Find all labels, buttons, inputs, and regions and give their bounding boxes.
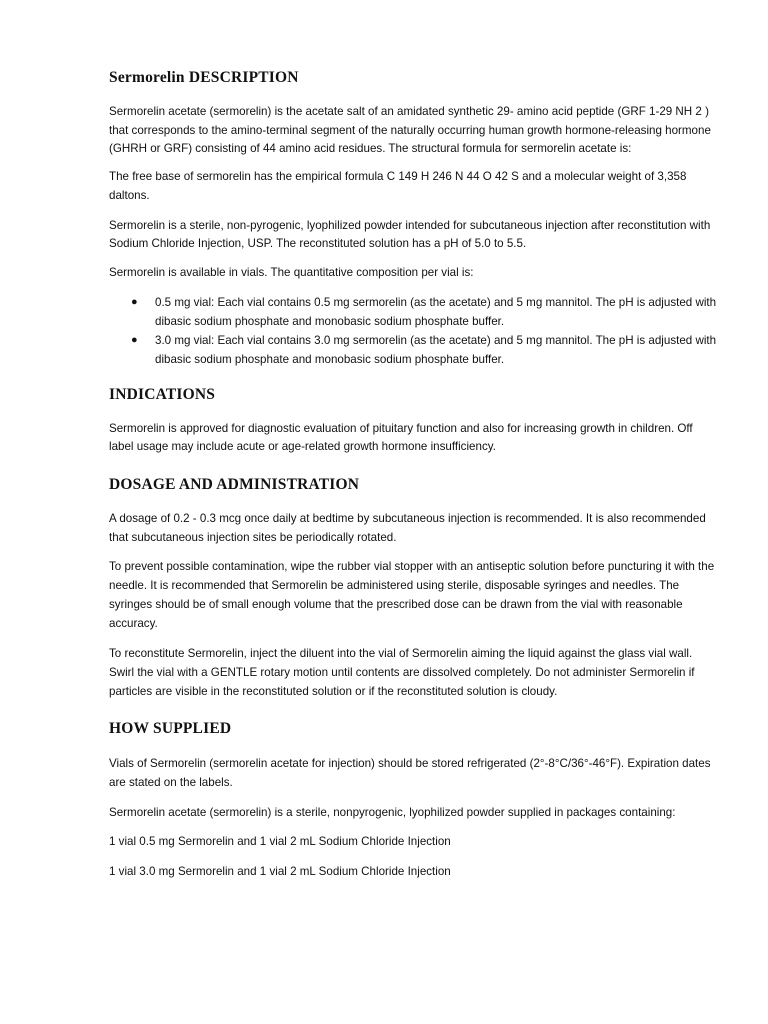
description-paragraph: Sermorelin is a sterile, non-pyrogenic, lyophilized powder intended for subcutaneous injection after reconstitution with Sodium Chloride Injection, USP. The reconstituted solution has a pH of 5.0 to 5.5. — [109, 218, 711, 251]
dosage-paragraph: To prevent possible contamination, wipe the rubber vial stopper with an antiseptic solution before puncturing it with the needle. It is recommended that Sermorelin be administered using sterile, disposable syringes and needles. The syringes should be of small enough volume that the prescribed dose can be drawn from the vial with reasonable accuracy. — [109, 560, 715, 630]
list-item-text: 3.0 mg vial: Each vial contains 3.0 mg sermorelin (as the acetate) and 5 mg mannitol. The pH is adjusted with dibasic sodium phosphate and monobasic sodium phosphate buffer. — [155, 333, 717, 366]
package-line: 1 vial 0.5 mg Sermorelin and 1 vial 2 mL Sodium Chloride Injection — [109, 835, 451, 849]
description-paragraph: The free base of sermorelin has the empirical formula C 149 H 246 N 44 O 42 S and a molecular weight of 3,358 daltons. — [109, 170, 687, 202]
package-line: 1 vial 3.0 mg Sermorelin and 1 vial 2 mL Sodium Chloride Injection — [109, 865, 451, 879]
indications-paragraph: Sermorelin is approved for diagnostic evaluation of pituitary function and also for increasing growth in children. Off label usage may include acute or age-related growth hormone insufficiency. — [109, 421, 693, 454]
bullet-icon: ● — [131, 295, 138, 308]
dosage-paragraph: To reconstitute Sermorelin, inject the diluent into the vial of Sermorelin aiming the liquid against the glass vial wall. Swirl the vial with a GENTLE rotary motion until contents are dissolved completely. Do not administer Sermorelin if particles are visible in the reconstituted solution or if the reconstituted solution is cloudy. — [109, 647, 695, 698]
indications-heading: INDICATIONS — [109, 385, 216, 403]
how-supplied-paragraph: Sermorelin acetate (sermorelin) is a sterile, nonpyrogenic, lyophilized powder supplied in packages containing: — [109, 805, 676, 819]
list-item-text: 0.5 mg vial: Each vial contains 0.5 mg sermorelin (as the acetate) and 5 mg mannitol. The pH is adjusted with dibasic sodium phosphate and monobasic sodium phosphate buffer. — [155, 295, 717, 328]
list-item — [109, 331, 719, 369]
description-paragraph: Sermorelin is available in vials. The quantitative composition per vial is: — [109, 265, 474, 279]
how-supplied-heading: HOW SUPPLIED — [109, 720, 232, 738]
description-paragraph: Sermorelin acetate (sermorelin) is the acetate salt of an amidated synthetic 29- amino acid peptide (GRF 1-29 NH 2 ) that corresponds to the amino-terminal segment of the naturally occurring human growth hormone-releasing hormone (GHRH or GRF) consisting of 44 amino acid residues. The structural formula for sermorelin acetate is: — [109, 105, 711, 156]
vial-composition-list — [109, 293, 719, 369]
description-heading: Sermorelin DESCRIPTION — [109, 69, 299, 86]
how-supplied-paragraph: Vials of Sermorelin (sermorelin acetate for injection) should be stored refrigerated (2°-8°C/36°-46°F). Expiration dates are stated on the labels. — [109, 757, 711, 790]
dosage-heading: DOSAGE AND ADMINISTRATION — [109, 476, 360, 494]
list-item — [109, 293, 719, 331]
document-page — [109, 68, 719, 882]
bullet-icon: ● — [131, 333, 138, 346]
dosage-paragraph: A dosage of 0.2 - 0.3 mcg once daily at bedtime by subcutaneous injection is recommended. It is also recommended that subcutaneous injection sites be periodically rotated. — [109, 512, 706, 544]
